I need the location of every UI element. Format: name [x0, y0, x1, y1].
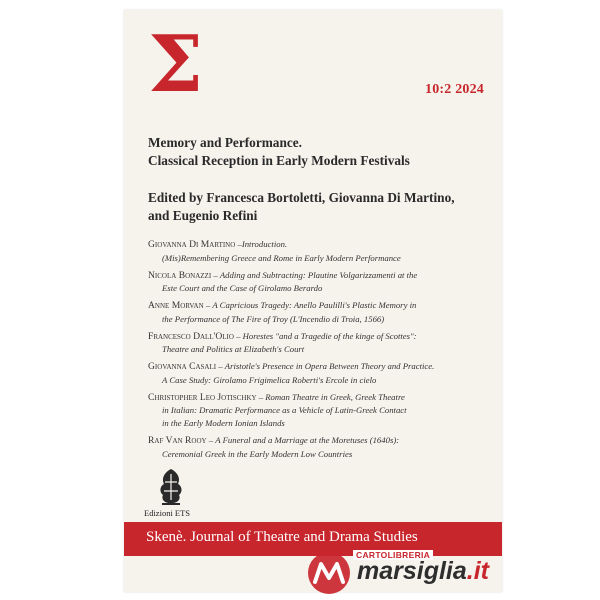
entry-title-cont: the Performance of The Fire of Troy (L'Incendio di Troia, 1566): [162, 313, 385, 324]
entry-author: Nicola Bonazzi: [148, 269, 212, 281]
contents-entry: [148, 238, 496, 265]
editors-line-2: and Eugenio Refini: [148, 207, 258, 223]
entry-title: Adding and Subtracting: Plautine Volgarizzamenti at the: [219, 269, 418, 280]
editors: [148, 189, 488, 224]
publisher-name: Edizioni ETS: [144, 508, 191, 518]
contents-entry: [148, 330, 496, 357]
entry-title: Introduction.: [241, 239, 288, 249]
entry-author: Raf Van Rooy: [148, 434, 207, 446]
contents-entry: [148, 269, 496, 296]
publisher-emblem-icon: [152, 466, 190, 506]
sigma-logo: Σ: [148, 19, 204, 110]
entry-title: A Funeral and a Marriage at the Moretuses (1640s):: [215, 434, 400, 445]
contents-entry: [148, 434, 496, 461]
contents-entry: [148, 391, 496, 430]
store-name-text: marsiglia: [357, 557, 467, 585]
issue-number: 10:2 2024: [425, 82, 484, 97]
store-logo-icon: [303, 548, 355, 596]
entry-title-cont: (Mis)Remembering Greece and Rome in Early Modern Performance: [162, 252, 401, 263]
entry-separator: –: [256, 391, 266, 402]
contents-entry: [148, 299, 496, 326]
journal-title: Skenè. Journal of Theatre and Drama Studies: [146, 529, 418, 545]
entry-title-cont: Ceremonial Greek in the Early Modern Low Countries: [162, 448, 353, 459]
entry-separator: –: [235, 239, 242, 249]
book-cover: [124, 10, 502, 592]
store-name: [357, 559, 489, 584]
entry-author: Anne Morvan: [148, 300, 204, 312]
entry-separator: –: [216, 361, 225, 372]
store-subtitle: CARTOLIBRERIA: [353, 550, 433, 560]
entry-title-cont: Theatre and Politics at Elizabeth's Court: [162, 344, 305, 355]
title-line-2: Classical Reception in Early Modern Festivals: [148, 152, 410, 168]
book-title: [148, 134, 488, 169]
editors-line-1: Edited by Francesca Bortoletti, Giovanna Di Martino,: [148, 190, 455, 205]
entry-title-cont: A Case Study: Girolamo Frigimelica Roberti's Ercole in cielo: [162, 374, 377, 385]
store-watermark: [303, 548, 513, 596]
entry-separator: –: [203, 300, 213, 311]
entry-title: Roman Theatre in Greek, Greek Theatre: [265, 391, 405, 402]
entry-title-cont: Este Court and the Case of Girolamo Berardo: [162, 283, 323, 294]
entry-author: Francesco Dall'Olio: [148, 330, 234, 342]
entry-separator: –: [211, 269, 220, 280]
entry-title: A Capricious Tragedy: Anello Paulilli's Plastic Memory in: [212, 300, 417, 311]
entry-title-cont: in the Early Modern Ionian Islands: [162, 418, 285, 429]
entry-title: Horestes "and a Tragedie of the kinge of Scottes":: [242, 330, 417, 341]
entry-separator: –: [206, 434, 216, 445]
table-of-contents: [148, 238, 496, 464]
contents-entry: [148, 360, 496, 387]
title-line-1: Memory and Performance.: [148, 135, 302, 150]
entry-title-cont: in Italian: Dramatic Performance as a Vehicle of Latin-Greek Contact: [162, 405, 407, 416]
store-domain: .it: [466, 557, 489, 585]
entry-separator: –: [233, 330, 243, 341]
entry-title: Aristotle's Presence in Opera Between Theory and Practice.: [224, 361, 435, 372]
entry-author: Christopher Leo Jotischky: [148, 391, 257, 403]
entry-author: Giovanna Casali: [148, 361, 217, 373]
entry-author: Giovanna Di Martino: [148, 239, 236, 250]
